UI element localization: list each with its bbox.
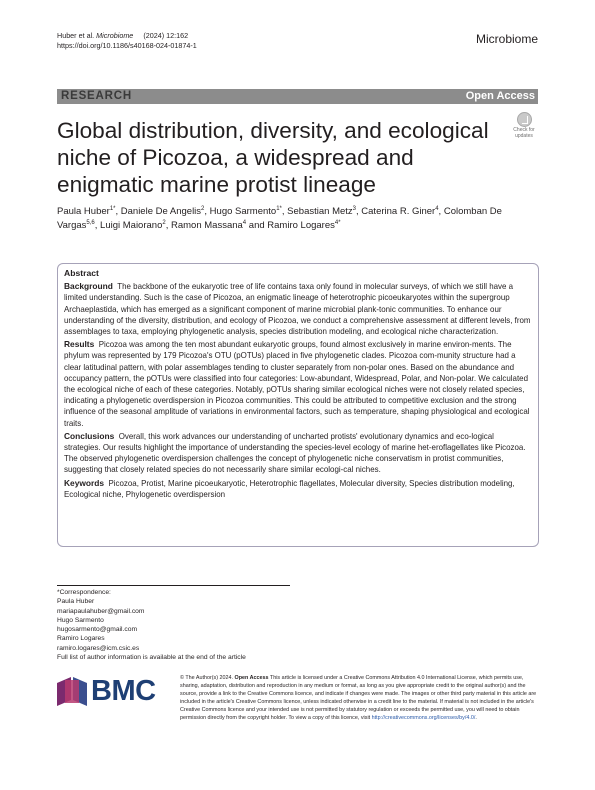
correspondence-note: Full list of author information is available at the end of the article [57,654,246,662]
correspondence-email[interactable]: hugosarmento@gmail.com [57,626,138,634]
footnote-divider [57,585,290,586]
author-affiliation-marker: 5,6 [86,219,95,226]
abstract-heading: Abstract [64,268,99,278]
correspondence-line: Ramiro Logares [57,635,105,643]
section-text: The backbone of the eukaryotic tree of life contains taxa only found in molecular surveys, of which we still have a limited understanding. Such is the case of Picozoa, an enigmatic lineage of heterotrophic picoeukaryotes within the supergroup Archaeplastida, which has emerged as a significant component of marine microbial plank-tonic communities. To enhance our understanding of the diversity, distribution, and ecology of Picozoa, we conduct a comprehensive assessment at different levels, from assemblages to taxa, employing phylogenetic analysis, species distribution modeling, and ecological niche characterization. [64,282,531,337]
copyright: © The Author(s) 2024. [180,675,234,681]
journal-name: Microbiome [475,32,538,46]
author-affiliation-marker: 4 [435,205,439,212]
header-journal: Microbiome [96,31,134,40]
author-name[interactable]: Daniele De Angelis [120,206,202,217]
author-name[interactable]: Luigi Maiorano [100,220,163,231]
correspondence-line: *Correspondence: [57,589,111,596]
author-name[interactable]: Ramiro Logares [267,220,335,231]
article-title: Global distribution, diversity, and ecological niche of Picozoa, a widespread and enigmatic marine protist lineage [57,118,489,197]
section-label: Keywords [64,477,105,488]
author-name[interactable]: Hugo Sarmento [209,206,277,217]
author-affiliation-marker: 4* [334,219,341,226]
header-authors: Huber et al. [57,31,95,40]
abstract-background [64,281,532,337]
correspondence-email[interactable]: ramiro.logares@icm.csic.es [57,644,140,652]
author-affiliation-marker: 2 [162,219,166,226]
author-name[interactable]: Paula Huber [57,206,110,217]
correspondence-email[interactable]: mariapaulahuber@gmail.com [57,607,145,615]
abstract-keywords [64,478,532,500]
abstract-box [57,263,539,547]
section-label: Background [64,281,113,292]
author-name[interactable]: Ramon Massana [170,220,243,231]
author-name[interactable]: Colomban De Vargas [57,206,502,231]
section-text: Overall, this work advances our understanding of uncharted protists' evolutionary dynamics and eco-logical strategies. Our results highlight the importance of understanding the species-level ecology of marine het-eroflagellates like Picozoa. The observed phylogenetic overdispersion challenges the concept of phylogenetic niche conservatism in protist communities, suggesting that closely related species do not necessarily share similar ecologi-cal niches. [64,431,526,475]
open-access-label: Open Access [465,90,535,102]
header-year-volume: (2024) 12:162 [143,31,189,40]
running-header [57,31,197,50]
author-affiliation-marker: 1* [109,205,116,212]
open-access-bold: Open Access [234,675,269,681]
bmc-logo-text: BMC [91,675,156,707]
author-affiliation-marker: 3 [352,205,356,212]
bmc-bars-icon [57,677,87,706]
author-affiliation-marker: 2 [201,205,205,212]
abstract-conclusions [64,431,532,476]
research-label: RESEARCH [61,90,132,102]
license-link[interactable]: http://creativecommons.org/licenses/by/4.0/ [371,714,476,721]
author-list: Paula Huber$^{1*}$, Daniele De Angelis$^2$, Hugo Sarmento$^{1*}$, Sebastian Metz$^3$, Caterina R. Giner$^4$, Colomban De Vargas$^{5,6}$, Luigi Maiorano$^2$, Ramon Massana$^4$ and Ramiro Logares$^{4*}$ [57,205,502,231]
check-updates-label: Check for updates [513,127,535,139]
check-for-updates-button[interactable] [509,112,539,140]
check-updates-icon [517,112,532,127]
header-doi[interactable]: https://doi.org/10.1186/s40168-024-01874-1 [57,40,197,50]
author-affiliation-marker: 1* [276,205,282,212]
section-label: Results [64,339,95,350]
bmc-logo [57,676,167,710]
author-affiliation-marker: 4 [242,219,247,226]
section-text: Picozoa was among the ten most abundant eukaryotic groups, found almost exclusively in marine environ-ments. The phylum was represented by 179 Picozoa's OTU (pOTUs) placed in five phylogenetic clades. Picozoa com-munity structure had a clear latitudinal pattern, with polar assemblages tending to cluster separately from non-polar ones. Based on the abundance and occupancy pattern, the pOTUs were classified into four categories: Low-abundant, Widespread, Polar, and Non-polar. We calculated the ecological niche of each of these categories. Notably, pOTUs sharing similar ecological niches were not closely related species, indicating a phylogenetic overdispersion in Picozoa communities. This could be attributed to competitive exclusion and the strong influence of the seasonal amplitude of variations in environmental factors, such as temperature, shaping physiological and ecological traits. [64,340,530,428]
correspondence-line: Hugo Sarmento [57,616,104,624]
article-type-banner [57,89,538,104]
license-body: This article is licensed under a Creative Commons Attribution 4.0 International License, which permits use, sharing, adaptation, distribution and reproduction in any medium or format, as long as you give appropriate credit to the original author(s) and the source, provide a link to the Creative Commons licence, and indicate if changes were made. The images or other third party material in this article are included in the article's Creative Commons licence, unless indicated otherwise in a credit line to the material. If material is not included in the article's Creative Commons licence and your intended use is not permitted by statutory regulation or exceeds the permitted use, you will need to obtain permission directly from the copyright holder. To view a copy of this licence, visit [180,675,537,721]
author-name[interactable]: Caterina R. Giner [361,206,436,217]
author-name[interactable]: Sebastian Metz [287,206,353,217]
correspondence-block [57,588,246,662]
license-text: © The Author(s) 2024. Open Access This article is licensed under a Creative Commons Attribution 4.0 International License, which permits use, sharing, adaptation, distribution and reproduction in any medium or format, as long as you give appropriate credit to the original author(s) and the source, provide a link to the Creative Commons licence, and indicate if changes were made. The images or other third party material in this article are included in the article's Creative Commons licence, unless indicated otherwise in a credit line to the material. If material is not included in the article's Creative Commons licence and your intended use is not permitted by statutory regulation or exceeds the permitted use, you will need to obtain permission directly from the copyright holder. To view a copy of this licence, visit http://creativecommons.org/licenses/by/4.0/. [180,675,537,721]
correspondence-line: Paula Huber [57,598,95,606]
section-label: Conclusions [64,430,115,441]
abstract-results [64,339,532,429]
section-text: Picozoa, Protist, Marine picoeukaryotic, Heterotrophic flagellates, Molecular diversity, Species distribution modeling, Ecological niche, Phylogenetic overdispersion [64,478,515,499]
